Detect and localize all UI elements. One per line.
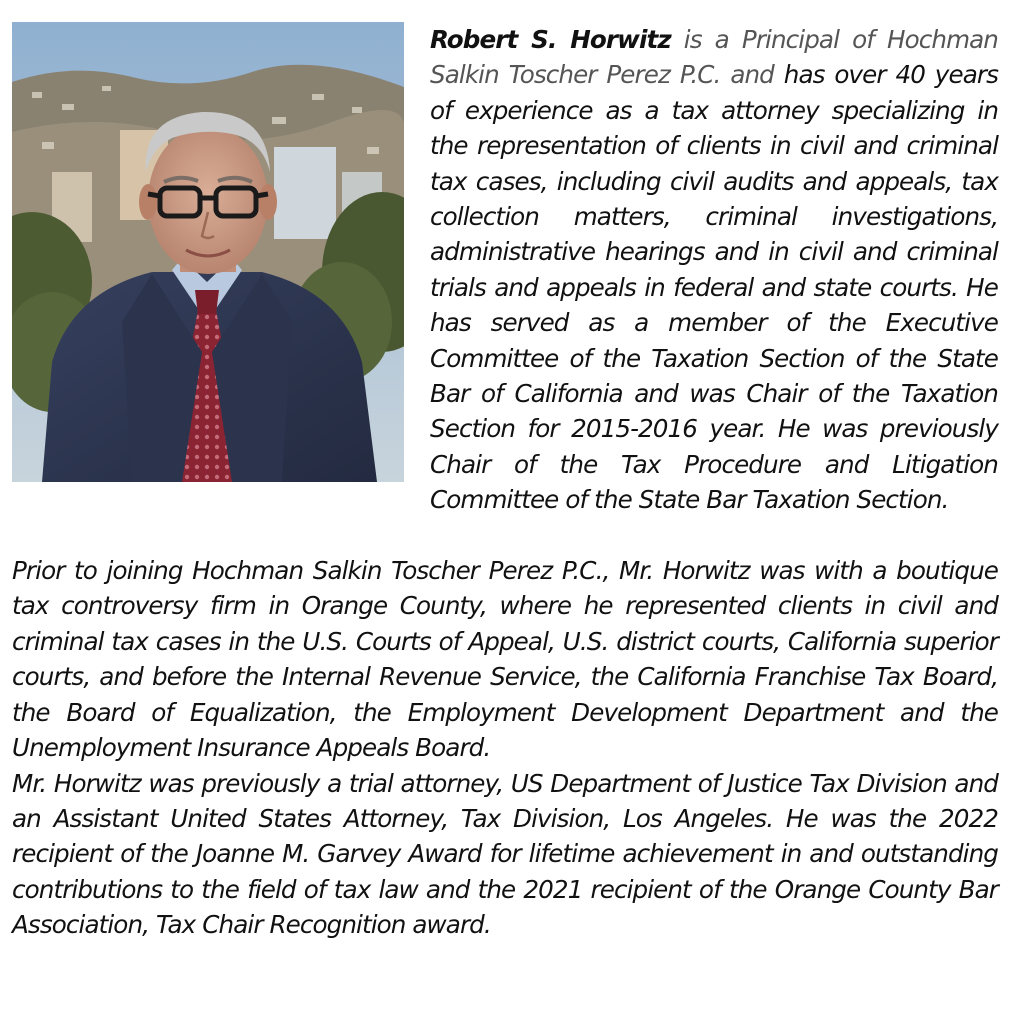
bio-document <box>12 22 998 943</box>
bio-paragraph-2: Prior to joining Hochman Salkin Toscher Perez P.C., Mr. Horwitz was with a boutique tax controversy firm in Orange County, where he represented clients in civil and criminal tax cases in the U.S. Courts of Appeal, U.S. district courts, California superior courts, and before the Internal Revenue Service, the California Franchise Tax Board, the Board of Equalization, the Employment Development Department and the Unemployment Insurance Appeals Board. <box>12 556 998 763</box>
person-name: Robert S. Horwitz <box>430 25 671 54</box>
paragraph-gap <box>12 518 998 553</box>
firm-intro: is a Principal of Hochman Salkin Toscher Perez P.C. and <box>430 25 998 90</box>
paragraph1-text: has over 40 years of experience as a tax attorney specializing in the representation of clients in civil and criminal tax cases, including civil audits and appeals, tax collection matters, criminal investigations, administrative hearings and in civil and criminal trials and appeals in federal and state courts. He has served as a member of the Executive Committee of the Taxation Section of the State Bar of California and was Chair of the Taxation Section for 2015-2016 year. He was previously Chair of the Tax Procedure and Litigation Committee of the State Bar Taxation Section. <box>430 60 998 515</box>
portrait-photo <box>12 22 404 482</box>
bio-paragraph-3: Mr. Horwitz was previously a trial attorney, US Department of Justice Tax Division and an Assistant United States Attorney, Tax Division, Los Angeles. He was the 2022 recipient of the Joanne M. Garvey Award for lifetime achievement in and outstanding contributions to the field of tax law and the 2021 recipient of the Orange County Bar Association, Tax Chair Recognition award. <box>12 768 998 940</box>
